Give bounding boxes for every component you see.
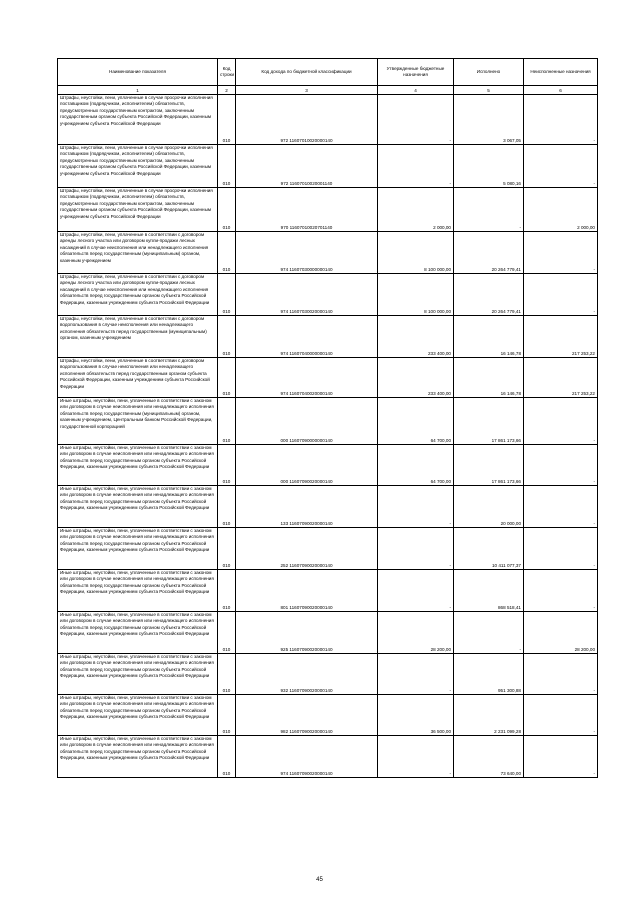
row-name: Штрафы, неустойки, пени, уплаченные в случае просрочки исполнения поставщиком (подрядчиком, исполнителем) обязательств, предусмотренных государственным контрактом, заключенным государственным органом субъекта Российской Федерации, казенным учреждением субъекта Российской Федерации	[58, 95, 218, 145]
row-approved: 8 100 000,00	[378, 274, 454, 316]
row-approved: 8 100 000,00	[378, 232, 454, 274]
row-approved: -	[378, 486, 454, 528]
row-income-code: 925 11607090020000140	[236, 612, 378, 654]
row-approved: 2 000,00	[378, 188, 454, 232]
header-row	[58, 59, 598, 86]
row-income-code: 974 11607040020000140	[236, 358, 378, 398]
row-line-code: 010	[218, 358, 236, 398]
row-line-code: 010	[218, 528, 236, 570]
table-row	[58, 358, 598, 398]
row-executed: 951 300,88	[454, 654, 524, 695]
table-row	[58, 232, 598, 274]
row-income-code: 801 11607090020000140	[236, 570, 378, 612]
row-income-code: 974 11607040000000140	[236, 316, 378, 358]
row-income-code: 972 11607010020001140	[236, 145, 378, 188]
row-executed: 20 264 779,41	[454, 232, 524, 274]
row-line-code: 010	[218, 445, 236, 486]
row-name: Штрафы, неустойки, пени, уплаченные в соответствии с договором аренды лесного участка или договором купли-продажи лесных насаждений в случае неисполнения или ненадлежащего исполнения обязательств перед государственным (муниципальным) органом, казенным учреждением	[58, 232, 218, 274]
row-executed: 3 067,05	[454, 95, 524, 145]
header-line-code: Код строки	[218, 59, 236, 86]
row-name: Иные штрафы, неустойки, пени, уплаченные в соответствии с законом или договором в случае неисполнения или ненадлежащего исполнения обязательств перед государственным органом субъекта Российской Федерации, казенным учреждением субъекта Российской Федерации	[58, 736, 218, 778]
table-row	[58, 570, 598, 612]
row-name: Штрафы, неустойки, пени, уплаченные в случае просрочки исполнения поставщиком (подрядчиком, исполнителем) обязательств, предусмотренных государственным контрактом, заключенным государственным органом субъекта Российской Федерации, казенным учреждением субъекта Российской Федерации	[58, 188, 218, 232]
row-name: Иные штрафы, неустойки, пени, уплаченные в соответствии с законом или договором в случае неисполнения или ненадлежащего исполнения обязательств перед государственным органом субъекта Российской Федерации, казенным учреждением субъекта Российской Федерации	[58, 570, 218, 612]
row-line-code: 010	[218, 695, 236, 736]
row-line-code: 010	[218, 612, 236, 654]
row-approved: -	[378, 736, 454, 778]
row-executed: 16 146,78	[454, 358, 524, 398]
row-executed: 17 861 173,66	[454, 398, 524, 445]
table-row	[58, 486, 598, 528]
row-name: Иные штрафы, неустойки, пени, уплаченные в соответствии с законом или договором в случае неисполнения или ненадлежащего исполнения обязательств перед государственным органом субъекта Российской Федерации, казенным учреждением субъекта Российской Федерации	[58, 654, 218, 695]
row-name: Штрафы, неустойки, пени, уплаченные в соответствии с договором водопользования в случае неисполнения или ненадлежащего исполнения обязательств перед государственным органом субъекта Российской Федерации, казенным учреждением субъекта Российской Федерации	[58, 358, 218, 398]
header-approved: Утвержденные бюджетные назначения	[378, 59, 454, 86]
row-approved: -	[378, 95, 454, 145]
row-line-code: 010	[218, 570, 236, 612]
row-approved: 64 700,00	[378, 398, 454, 445]
row-approved: -	[378, 570, 454, 612]
row-unexecuted: 217 253,22	[524, 358, 598, 398]
column-number: 2	[218, 86, 236, 95]
row-income-code: 970 11607010020701140	[236, 188, 378, 232]
row-executed: 17 861 173,66	[454, 445, 524, 486]
row-executed: 20 264 779,41	[454, 274, 524, 316]
row-name: Штрафы, неустойки, пени, уплаченные в соответствии с договором аренды лесного участка или договором купли-продажи лесных насаждений в случае неисполнения или ненадлежащего исполнения обязательств перед государственным органом субъекта Российской Федерации, казенным учреждением субъекта Российской Федерации	[58, 274, 218, 316]
row-line-code: 010	[218, 654, 236, 695]
row-line-code: 010	[218, 95, 236, 145]
row-unexecuted: -	[524, 398, 598, 445]
row-income-code: 974 11607030000000140	[236, 232, 378, 274]
row-approved: 233 400,00	[378, 358, 454, 398]
row-executed: 5 080,16	[454, 145, 524, 188]
row-line-code: 010	[218, 398, 236, 445]
row-executed: -	[454, 612, 524, 654]
row-approved: 64 700,00	[378, 445, 454, 486]
row-line-code: 010	[218, 274, 236, 316]
row-unexecuted: -	[524, 95, 598, 145]
row-executed: 2 231 099,28	[454, 695, 524, 736]
row-income-code: 133 11607090020000140	[236, 486, 378, 528]
row-income-code: 974 11607090020000140	[236, 736, 378, 778]
row-unexecuted: -	[524, 445, 598, 486]
row-unexecuted: 2 000,00	[524, 188, 598, 232]
column-number: 3	[236, 86, 378, 95]
table-row	[58, 695, 598, 736]
table-row	[58, 528, 598, 570]
row-approved: 36 500,00	[378, 695, 454, 736]
row-line-code: 010	[218, 736, 236, 778]
row-line-code: 010	[218, 145, 236, 188]
column-number: 5	[454, 86, 524, 95]
row-income-code: 932 11607090020000140	[236, 654, 378, 695]
row-unexecuted: 217 253,22	[524, 316, 598, 358]
column-number: 4	[378, 86, 454, 95]
row-unexecuted: -	[524, 654, 598, 695]
row-name: Иные штрафы, неустойки, пени, уплаченные в соответствии с законом или договором в случае неисполнения или ненадлежащего исполнения обязательств перед государственным органом субъекта Российской Федерации, казенным учреждением субъекта Российской Федерации	[58, 612, 218, 654]
header-income-code: Код дохода по бюджетной классификации	[236, 59, 378, 86]
row-line-code: 010	[218, 188, 236, 232]
row-income-code: 000 11607090000000140	[236, 398, 378, 445]
row-unexecuted: -	[524, 695, 598, 736]
table-row	[58, 316, 598, 358]
row-executed: -	[454, 188, 524, 232]
table-row	[58, 654, 598, 695]
row-name: Штрафы, неустойки, пени, уплаченные в случае просрочки исполнения поставщиком (подрядчиком, исполнителем) обязательств, предусмотренных государственным контрактом, заключенным государственным органом субъекта Российской Федерации, казенным учреждением субъекта Российской Федерации	[58, 145, 218, 188]
row-income-code: 972 11607010020000140	[236, 95, 378, 145]
row-unexecuted: -	[524, 232, 598, 274]
row-executed: 73 640,00	[454, 736, 524, 778]
page-number: 45	[316, 877, 323, 883]
column-number-row	[58, 86, 598, 95]
table-row	[58, 612, 598, 654]
budget-report-table	[57, 58, 598, 778]
row-unexecuted: -	[524, 736, 598, 778]
row-income-code: 252 11607090020000140	[236, 528, 378, 570]
row-income-code: 982 11607090020000140	[236, 695, 378, 736]
table-row	[58, 736, 598, 778]
header-executed: Исполнено	[454, 59, 524, 86]
row-name: Иные штрафы, неустойки, пени, уплаченные в соответствии с законом или договором в случае неисполнения или ненадлежащего исполнения обязательств перед государственным органом субъекта Российской Федерации, казенным учреждением субъекта Российской Федерации	[58, 486, 218, 528]
row-name: Иные штрафы, неустойки, пени, уплаченные в соответствии с законом или договором в случае неисполнения или ненадлежащего исполнения обязательств перед государственным органом субъекта Российской Федерации, казенным учреждением субъекта Российской Федерации	[58, 528, 218, 570]
row-executed: 16 146,78	[454, 316, 524, 358]
row-approved: -	[378, 654, 454, 695]
header-unexecuted: Неисполненные назначения	[524, 59, 598, 86]
table-row	[58, 274, 598, 316]
row-approved: -	[378, 528, 454, 570]
row-income-code: 974 11607030020000140	[236, 274, 378, 316]
row-name: Иные штрафы, неустойки, пени, уплаченные в соответствии с законом или договором в случае неисполнения или ненадлежащего исполнения обязательств перед государственным органом субъекта Российской Федерации, казенным учреждением субъекта Российской Федерации	[58, 695, 218, 736]
column-number: 1	[58, 86, 218, 95]
header-name: Наименование показателя	[58, 59, 218, 86]
row-executed: 10 411 077,37	[454, 528, 524, 570]
table-row	[58, 398, 598, 445]
column-number: 6	[524, 86, 598, 95]
row-name: Иные штрафы, неустойки, пени, уплаченные в соответствии с законом или договором в случае неисполнения или ненадлежащего исполнения обязательств перед государственным органом субъекта Российской Федерации, казенным учреждением субъекта Российской Федерации	[58, 445, 218, 486]
row-unexecuted: -	[524, 274, 598, 316]
row-unexecuted: -	[524, 145, 598, 188]
row-unexecuted: -	[524, 528, 598, 570]
row-name: Иные штрафы, неустойки, пени, уплаченные в соответствии с законом или договором в случае неисполнения или ненадлежащего исполнения обязательств перед государственным (муниципальным) органом, казенным учреждением, Центральным банком Российской Федерации, государственной корпорацией	[58, 398, 218, 445]
table-row	[58, 188, 598, 232]
row-approved: 233 400,00	[378, 316, 454, 358]
row-unexecuted: -	[524, 486, 598, 528]
table-row	[58, 95, 598, 145]
row-executed: 868 518,41	[454, 570, 524, 612]
row-income-code: 000 11607090020000140	[236, 445, 378, 486]
row-approved: 28 200,00	[378, 612, 454, 654]
row-name: Штрафы, неустойки, пени, уплаченные в соответствии с договором водопользования в случае неисполнения или ненадлежащего исполнения обязательств перед государственным (муниципальным) органом, казенным учреждением	[58, 316, 218, 358]
row-unexecuted: 28 200,00	[524, 612, 598, 654]
row-line-code: 010	[218, 232, 236, 274]
table-row	[58, 445, 598, 486]
row-approved: -	[378, 145, 454, 188]
table-body	[58, 95, 598, 778]
table-row	[58, 145, 598, 188]
row-executed: 20 000,00	[454, 486, 524, 528]
row-unexecuted: -	[524, 570, 598, 612]
row-line-code: 010	[218, 486, 236, 528]
row-line-code: 010	[218, 316, 236, 358]
